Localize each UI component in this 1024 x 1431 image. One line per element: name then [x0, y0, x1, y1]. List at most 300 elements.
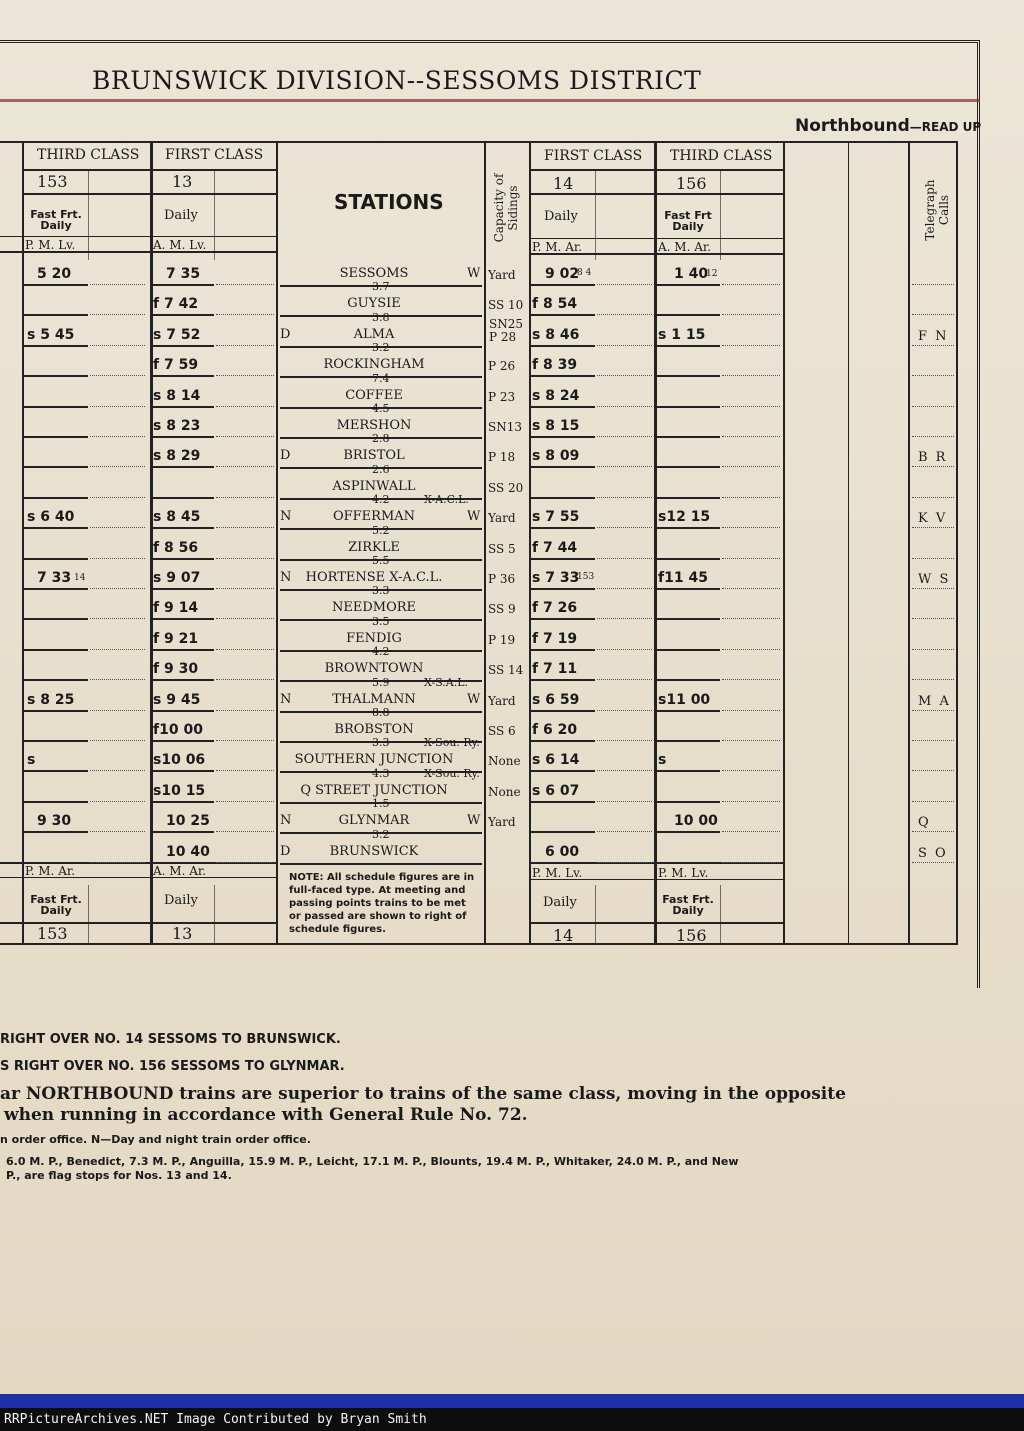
row-dots — [722, 284, 780, 285]
office-code: D — [280, 448, 291, 464]
row-dots — [722, 466, 780, 467]
train-153-header: 153 — [37, 172, 68, 191]
mile-distance: 3.2 — [372, 827, 390, 841]
row-rule — [531, 284, 595, 286]
station-name: GUYSIE — [347, 296, 401, 312]
siding-capacity: SS 9 — [488, 602, 516, 617]
col-rule — [654, 141, 657, 945]
row-dots — [597, 801, 652, 802]
row-rule — [153, 466, 214, 468]
pm-lv-14-bottom: P. M. Lv. — [532, 866, 583, 880]
mile-distance: 5.9 — [372, 675, 390, 689]
table-top-rule — [0, 141, 958, 143]
row-rule — [153, 770, 214, 772]
row-rule — [153, 831, 214, 833]
row-rule — [531, 862, 595, 864]
row-rule — [153, 710, 214, 712]
header-rule — [0, 236, 276, 237]
row-rule — [657, 527, 720, 529]
row-rule — [657, 801, 720, 803]
row-dots — [597, 831, 652, 832]
row-dots — [912, 618, 954, 619]
footnote-superior: ar NORTHBOUND trains are superior to trains of the same class, moving in the opposite — [0, 1084, 846, 1104]
row-dots — [90, 406, 145, 407]
fast-frt-daily-153: Fast Frt. Daily — [30, 208, 82, 232]
office-code: N — [280, 570, 292, 585]
footnote-rule-72: when running in accordance with General Rule No. 72. — [4, 1105, 528, 1125]
row-dots — [216, 588, 274, 589]
time-14: f 7 26 — [532, 600, 578, 617]
row-rule — [657, 831, 720, 833]
time-14: s 6 14 — [532, 752, 580, 769]
station-name: FENDIG — [346, 630, 402, 646]
time-14: s 8 09 — [532, 448, 580, 465]
row-rule — [24, 466, 88, 468]
row-dots — [722, 618, 780, 619]
time-14: s 8 24 — [532, 387, 580, 404]
row-dots — [216, 831, 274, 832]
time-153: s 8 25 — [27, 691, 75, 708]
row-rule — [531, 345, 595, 347]
row-dots — [90, 466, 145, 467]
time-13: s10 15 — [153, 782, 206, 799]
mile-distance: 1.5 — [372, 797, 390, 811]
mile-distance: 3.8 — [372, 310, 390, 324]
row-rule — [657, 436, 720, 438]
siding-capacity: SN25 — [489, 316, 523, 331]
row-dots — [912, 801, 954, 802]
row-rule — [24, 558, 88, 560]
am-lv-13: A. M. Lv. — [153, 238, 207, 252]
row-dots — [216, 527, 274, 528]
train-156-header: 156 — [676, 174, 707, 193]
time-13: 7 35 — [166, 266, 201, 282]
row-rule — [657, 710, 720, 712]
row-dots — [912, 831, 954, 832]
header-third-class-left: THIRD CLASS — [37, 147, 140, 163]
fast-frt-daily-156: Fast Frt Daily — [664, 209, 712, 233]
mile-distance: 3.3 — [372, 736, 390, 750]
row-dots — [216, 375, 274, 376]
time-14: f 7 11 — [532, 661, 578, 678]
capacity-header: Capacity of Sidings — [492, 173, 520, 243]
row-dots — [90, 558, 145, 559]
mile-distance: 4.2 — [372, 645, 390, 659]
office-code: N — [280, 813, 292, 829]
col-rule — [595, 170, 596, 260]
row-dots — [912, 436, 954, 437]
time-14: 9 02 — [545, 266, 580, 282]
am-ar-156: A. M. Ar. — [658, 240, 712, 254]
siding-capacity: P 36 — [488, 572, 516, 586]
mile-distance: 7.4 — [372, 371, 390, 385]
row-dots — [597, 558, 652, 559]
telegraph-call: K V — [918, 511, 948, 527]
row-rule — [531, 649, 595, 651]
row-rule — [657, 345, 720, 347]
row-dots — [722, 770, 780, 771]
time-156: 10 00 — [674, 813, 718, 830]
time-13: s 9 07 — [153, 570, 201, 586]
mile-distance: 5.5 — [372, 554, 390, 567]
row-rule — [153, 740, 214, 742]
row-rule — [24, 588, 88, 590]
row-dots — [912, 862, 954, 863]
train-14-header: 14 — [553, 174, 574, 193]
junction-label: X-Sou. Ry. — [424, 766, 480, 780]
row-rule — [24, 527, 88, 529]
row-rule — [24, 436, 88, 438]
row-rule — [153, 436, 214, 438]
row-dots — [722, 527, 780, 528]
row-rule — [153, 375, 214, 377]
siding-capacity: SS 6 — [488, 724, 516, 738]
fast-frt-daily-153-bottom: Fast Frt. Daily — [30, 893, 82, 917]
row-rule — [531, 588, 595, 590]
row-dots — [216, 801, 274, 802]
col-rule — [214, 170, 215, 260]
mile-distance: 2.8 — [372, 432, 390, 446]
row-dots — [216, 618, 274, 619]
row-rule — [657, 314, 720, 316]
train-13-header: 13 — [172, 172, 193, 191]
mile-distance: 4.2 — [372, 493, 390, 507]
station-name: HORTENSE X-A.C.L. — [305, 570, 443, 585]
row-dots — [90, 497, 145, 498]
row-dots — [90, 436, 145, 437]
fast-frt-daily-156-bottom: Fast Frt. Daily — [662, 893, 714, 917]
daily-14-bottom: Daily — [543, 895, 577, 910]
junction-label: X-S.A.L. — [424, 675, 469, 689]
row-rule — [153, 801, 214, 803]
mile-distance: 8.8 — [372, 706, 390, 719]
row-rule — [24, 497, 88, 499]
row-dots — [722, 314, 780, 315]
row-rule — [531, 497, 595, 499]
col-rule — [848, 141, 849, 945]
station-name: ASPINWALL — [332, 478, 416, 494]
time-13: s10 06 — [153, 752, 206, 769]
header-third-class-right: THIRD CLASS — [670, 148, 773, 164]
siding-capacity: P 23 — [488, 389, 516, 404]
office-code: D — [280, 326, 291, 342]
row-rule — [531, 314, 595, 316]
time-13: f 9 14 — [153, 600, 199, 617]
row-dots — [597, 375, 652, 376]
time-14: f 8 54 — [532, 296, 578, 313]
row-rule — [531, 710, 595, 712]
direction-label — [795, 116, 981, 136]
row-dots — [597, 770, 652, 771]
row-rule — [153, 558, 214, 560]
direction-text: Northbound — [795, 116, 910, 136]
col-rule — [22, 141, 24, 945]
row-rule — [531, 466, 595, 468]
time-13: s 9 45 — [153, 691, 201, 708]
row-dots — [597, 588, 652, 589]
row-dots — [722, 740, 780, 741]
row-dots — [722, 345, 780, 346]
office-code: D — [280, 843, 291, 859]
row-dots — [90, 527, 145, 528]
row-dots — [722, 862, 780, 863]
row-dots — [216, 436, 274, 437]
row-dots — [912, 497, 954, 498]
time-13: f 7 59 — [153, 357, 199, 374]
row-rule — [24, 801, 88, 803]
row-dots — [216, 740, 274, 741]
time-14: f 8 39 — [532, 357, 578, 374]
office-code: N — [280, 509, 292, 525]
row-dots — [912, 345, 954, 346]
row-dots — [722, 710, 780, 711]
time-156: s 1 15 — [658, 326, 706, 343]
footnote-flag-stops: 6.0 M. P., Benedict, 7.3 M. P., Anguilla, 15.9 M. P., Leicht, 17.1 M. P., Blounts, 19.4 M. P., Whitaker, 24.0 M. P., and New — [6, 1155, 739, 1168]
row-dots — [597, 862, 652, 863]
office-code: N — [280, 691, 292, 707]
telegraph-call: F N — [918, 328, 949, 344]
row-dots — [90, 710, 145, 711]
row-dots — [597, 679, 652, 680]
siding-capacity: Yard — [488, 815, 516, 830]
telegraph-call: M A — [918, 693, 951, 709]
meet-14: 153 — [577, 572, 595, 582]
row-dots — [722, 588, 780, 589]
row-dots — [216, 406, 274, 407]
row-dots — [597, 436, 652, 437]
footnote-flag-stops-2: P., are flag stops for Nos. 13 and 14. — [6, 1169, 232, 1182]
title-rule — [0, 99, 980, 102]
siding-capacity: None — [488, 754, 521, 769]
row-dots — [912, 679, 954, 680]
row-dots — [90, 801, 145, 802]
row-dots — [597, 740, 652, 741]
meet-156: 12 — [706, 269, 718, 279]
time-13: 10 25 — [166, 813, 210, 830]
siding-capacity: P 18 — [488, 450, 516, 465]
row-rule — [531, 831, 595, 833]
row-dots — [912, 527, 954, 528]
time-153: 7 33 — [37, 570, 72, 586]
time-13: s 8 14 — [153, 387, 201, 404]
row-rule — [153, 649, 214, 651]
time-14: s 7 55 — [532, 509, 580, 526]
row-rule — [153, 406, 214, 408]
time-13: s 8 23 — [153, 418, 201, 434]
time-14: 6 00 — [545, 843, 580, 860]
pm-lv-156-bottom: P. M. Lv. — [658, 866, 709, 880]
col-rule — [720, 170, 721, 260]
row-dots — [90, 679, 145, 680]
header-first-class-left: FIRST CLASS — [165, 147, 264, 163]
station-name: ROCKINGHAM — [323, 357, 425, 373]
row-dots — [722, 436, 780, 437]
row-rule — [657, 649, 720, 651]
row-dots — [597, 618, 652, 619]
telegraph-call: W S — [918, 572, 951, 587]
row-dots — [912, 770, 954, 771]
time-13: s 7 52 — [153, 326, 201, 343]
row-rule — [24, 314, 88, 316]
col-rule — [783, 141, 785, 945]
credit-footer: RRPictureArchives.NET Image Contributed by Bryan Smith — [0, 1408, 1024, 1431]
siding-capacity: SS 5 — [488, 541, 516, 556]
row-dots — [90, 314, 145, 315]
stations-header: STATIONS — [334, 190, 444, 214]
station-name: Q STREET JUNCTION — [300, 782, 448, 798]
row-dots — [216, 284, 274, 285]
col-rule — [214, 885, 215, 945]
footer-rule — [529, 922, 783, 924]
siding-capacity: None — [488, 784, 521, 799]
row-dots — [90, 345, 145, 346]
pm-ar-14: P. M. Ar. — [532, 240, 583, 254]
table-bottom-rule — [0, 943, 958, 945]
row-rule — [531, 375, 595, 377]
row-rule — [153, 527, 214, 529]
row-rule — [657, 740, 720, 742]
row-dots — [216, 679, 274, 680]
row-rule — [24, 406, 88, 408]
row-dots — [90, 649, 145, 650]
row-rule — [24, 740, 88, 742]
row-dots — [722, 649, 780, 650]
station-name: MERSHON — [336, 418, 412, 433]
row-rule — [24, 345, 88, 347]
page-title: BRUNSWICK DIVISION--SESSOMS DISTRICT — [92, 66, 702, 95]
station-name: BRUNSWICK — [329, 843, 419, 859]
row-dots — [912, 740, 954, 741]
time-156: s11 00 — [658, 691, 711, 708]
station-name: BROWNTOWN — [324, 661, 424, 677]
time-153: s 5 45 — [27, 326, 75, 343]
row-rule — [153, 284, 214, 286]
row-dots — [597, 649, 652, 650]
row-rule — [657, 679, 720, 681]
row-rule — [657, 618, 720, 620]
time-13: f 9 30 — [153, 661, 199, 678]
row-dots — [912, 558, 954, 559]
siding-capacity: SN13 — [488, 420, 522, 434]
row-rule — [153, 588, 214, 590]
mile-distance: 4.3 — [372, 766, 390, 780]
siding-capacity: Yard — [488, 693, 516, 708]
row-rule — [657, 862, 720, 864]
header-rule — [529, 238, 783, 239]
row-dots — [722, 406, 780, 407]
col-rule — [720, 885, 721, 945]
pm-ar-153-bottom: P. M. Ar. — [25, 864, 76, 878]
time-13: s 8 45 — [153, 509, 201, 526]
time-13: s 8 29 — [153, 448, 201, 465]
row-dots — [597, 284, 652, 285]
row-dots — [597, 710, 652, 711]
time-14: s 6 07 — [532, 782, 580, 799]
col-rule — [908, 141, 910, 945]
row-dots — [912, 710, 954, 711]
row-dots — [597, 466, 652, 467]
row-dots — [90, 375, 145, 376]
row-rule — [24, 770, 88, 772]
col-rule — [88, 170, 89, 260]
direction-suffix: —READ UP — [909, 120, 982, 134]
row-dots — [597, 345, 652, 346]
daily-13-bottom: Daily — [164, 893, 198, 908]
row-rule — [24, 679, 88, 681]
station-name: BRISTOL — [343, 448, 405, 464]
time-14: f 7 19 — [532, 630, 578, 647]
daily-13: Daily — [164, 208, 198, 223]
station-name: BROBSTON — [334, 722, 414, 737]
row-dots — [90, 284, 145, 285]
time-156: s — [658, 752, 667, 769]
row-dots — [90, 770, 145, 771]
row-rule — [531, 740, 595, 742]
row-rule — [531, 801, 595, 803]
row-dots — [216, 466, 274, 467]
row-dots — [216, 710, 274, 711]
siding-capacity: Yard — [488, 268, 516, 282]
header-first-class-right: FIRST CLASS — [544, 148, 643, 164]
row-dots — [90, 618, 145, 619]
mile-distance: 3.7 — [372, 280, 390, 294]
row-rule — [657, 284, 720, 286]
station-name: OFFERMAN — [332, 509, 416, 525]
station-name: NEEDMORE — [331, 600, 417, 616]
row-rule — [531, 558, 595, 560]
mile-distance: 5.2 — [372, 523, 390, 537]
schedule-note: NOTE: All schedule figures are in full-faced type. At meeting and passing points trains to be met or passed are shown to right of schedule figures. — [289, 872, 475, 935]
mile-distance: 3.5 — [372, 614, 390, 628]
row-dots — [216, 862, 274, 863]
row-dots — [597, 314, 652, 315]
station-name: ALMA — [353, 326, 395, 342]
row-dots — [912, 375, 954, 376]
time-153: s 6 40 — [27, 509, 75, 526]
telegraph-call: Q — [918, 815, 931, 831]
meet-153: 14 — [74, 573, 86, 583]
row-dots — [216, 345, 274, 346]
siding-capacity: SS 14 — [488, 663, 524, 678]
wye-code: W — [467, 509, 481, 525]
station-name: SESSOMS — [339, 266, 409, 281]
row-rule — [153, 618, 214, 620]
blue-border — [0, 1394, 1024, 1408]
col-rule — [595, 885, 596, 945]
row-dots — [912, 314, 954, 315]
row-dots — [912, 466, 954, 467]
row-dots — [722, 801, 780, 802]
station-name: GLYNMAR — [338, 813, 410, 829]
row-dots — [216, 649, 274, 650]
row-rule — [24, 831, 88, 833]
footnote-right-156: S RIGHT OVER NO. 156 SESSOMS TO GLYNMAR. — [0, 1059, 345, 1074]
mile-distance: 2.6 — [372, 462, 390, 476]
telegraph-call: B R — [918, 450, 948, 466]
meet-14: 8 4 — [577, 268, 592, 278]
wye-code: W — [467, 266, 481, 281]
time-13: f10 00 — [153, 722, 203, 738]
row-rule — [531, 770, 595, 772]
station-name: THALMANN — [332, 691, 416, 707]
row-dots — [597, 497, 652, 498]
row-dots — [912, 588, 954, 589]
row-dots — [216, 497, 274, 498]
row-dots — [597, 406, 652, 407]
row-dots — [912, 649, 954, 650]
station-name: ZIRKLE — [348, 539, 400, 555]
am-ar-13-bottom: A. M. Ar. — [153, 864, 207, 878]
